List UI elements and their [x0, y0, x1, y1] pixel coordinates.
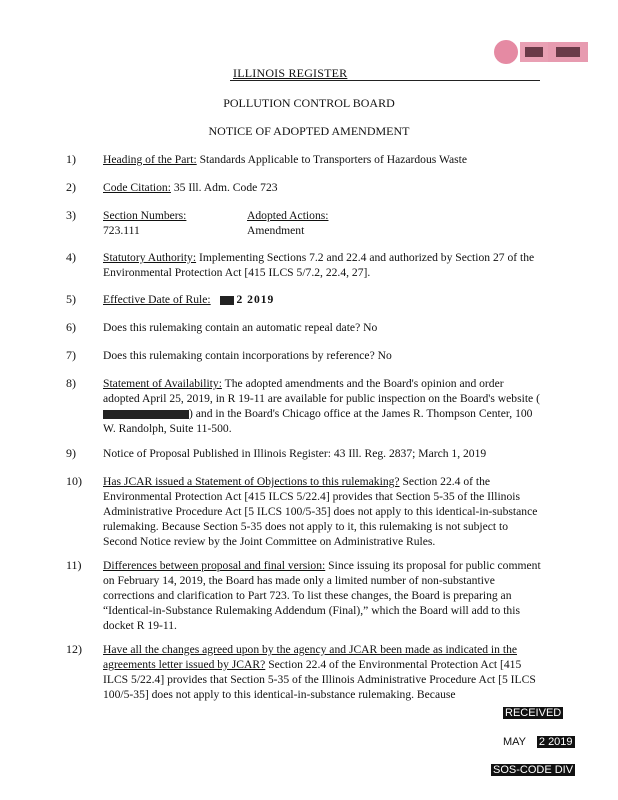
notice-title: NOTICE OF ADOPTED AMENDMENT — [208, 124, 410, 138]
register-title: ILLINOIS REGISTER — [233, 66, 348, 80]
notice-of-proposal: Notice of Proposal Published in Illinois Register: 43 Ill. Reg. 2837; March 1, 2019 — [103, 447, 487, 460]
item-text: Since issuing its proposal for public comment on February 14, 2019, the Board has made only a limited number of non-substantive corrections and clarification to Part 723. To list these changes, the Board is preparing an “Identical-in-Substance Rulemaking Addendum (Final),” which the Board will add to this docket R 19-11. — [103, 559, 541, 632]
item-label: Statutory Authority: — [103, 251, 197, 264]
sos-code-stamp — [491, 764, 575, 776]
item-label: Statement of Availability: — [103, 377, 222, 390]
section-numbers — [103, 208, 233, 238]
statutory-authority — [103, 250, 541, 280]
item-text: The adopted amendments and the Board's opinion and order adopted April 25, 2019, in R 19-11 are available for public inspection on the Board's website ( — [103, 377, 540, 405]
item-text: 35 Ill. Adm. Code 723 — [173, 181, 278, 194]
item-label: Have all the changes agreed upon by the agency and JCAR been made as indicated in the agreements letter issued by JCAR? — [103, 643, 518, 671]
item-label: Section Numbers: — [103, 209, 187, 222]
item-value: 723.111 — [103, 224, 140, 237]
pink-stamp — [492, 38, 592, 66]
item-number: 3) — [66, 208, 76, 222]
item-number: 12) — [66, 642, 82, 656]
item-number: 5) — [66, 292, 76, 306]
item-label: Adopted Actions: — [247, 209, 329, 222]
item-number: 1) — [66, 152, 76, 166]
item-text: Implementing Sections 7.2 and 22.4 and authorized by Section 27 of the Environmental Protection Act [415 ILCS 5/7.2, 22.4, 27]. — [103, 251, 535, 279]
differences-between-versions — [103, 558, 541, 633]
repeal-question: Does this rulemaking contain an automatic repeal date? No — [103, 321, 378, 334]
received-date — [503, 736, 575, 748]
item-number: 7) — [66, 348, 76, 362]
item-value: Amendment — [247, 224, 305, 237]
jcar-agreements — [103, 642, 541, 702]
item-number: 2) — [66, 180, 76, 194]
item-code-citation — [103, 180, 541, 195]
received-stamp — [503, 707, 563, 719]
adopted-actions — [247, 208, 328, 238]
item-label: Heading of the Part: — [103, 153, 197, 166]
item-text: ) and in the Board's Chicago office at the James R. Thompson Center, 100 W. Randolph, Suite 11-500. — [103, 407, 533, 435]
item-label: Code Citation: — [103, 181, 171, 194]
item-label: Effective Date of Rule: — [103, 293, 211, 306]
item-text: Section 22.4 of the Environmental Protection Act [415 ILCS 5/22.4] provides that Section 5-35 of the Illinois Administrative Procedure Act [5 ILCS 100/5-35] does not apply to this identical-in-substance rulemaking. Because — [103, 658, 536, 701]
item-text: Standards Applicable to Transporters of Hazardous Waste — [199, 153, 468, 166]
sos-code-label: SOS-CODE DIV — [493, 764, 574, 776]
item-number: 8) — [66, 376, 76, 390]
item-number: 4) — [66, 250, 76, 264]
jcar-objections — [103, 474, 541, 549]
item-label: Has JCAR issued a Statement of Objections to this rulemaking? — [103, 475, 400, 488]
received-day: 2 2019 — [538, 736, 573, 748]
effective-date — [103, 292, 541, 307]
effective-date-value: 2 2019 — [236, 293, 275, 306]
agency-name: POLLUTION CONTROL BOARD — [223, 96, 395, 110]
incorporation-question: Does this rulemaking contain incorporations by reference? No — [103, 349, 392, 362]
item-number: 10) — [66, 474, 82, 488]
item-heading — [103, 152, 541, 167]
date-redaction — [220, 296, 234, 305]
received-label: RECEIVED — [505, 707, 562, 719]
item-number: 9) — [66, 446, 76, 460]
item-text: Section 22.4 of the Environmental Protection Act [415 ILCS 5/22.4] provides that Section 5-35 of the Illinois Administrative Procedure Act [5 ILCS 100/5-35] does not apply to this identical-in-substance rulemaking. Because Section 5-35 does not apply to it, this rulemaking is not subject to Second Notice review by the Joint Committee on Administrative Rules. — [103, 475, 538, 548]
item-label: Differences between proposal and final version: — [103, 559, 326, 572]
item-number: 11) — [66, 558, 82, 572]
website-redaction — [103, 410, 189, 419]
header-rule — [230, 80, 540, 81]
received-month: MAY — [503, 736, 526, 748]
statement-of-availability — [103, 376, 541, 436]
item-number: 6) — [66, 320, 76, 334]
